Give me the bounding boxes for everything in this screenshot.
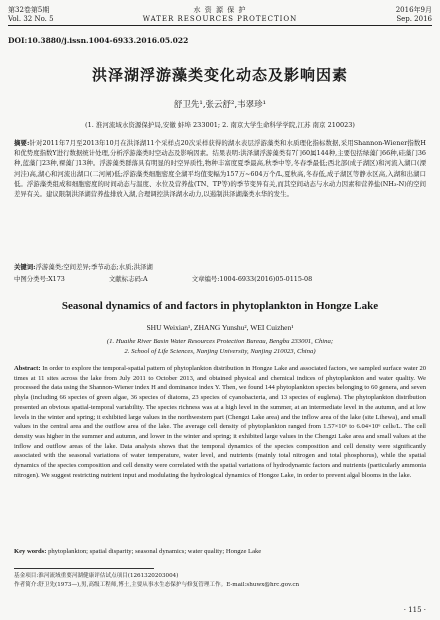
keywords-cn <box>14 262 426 271</box>
abstract-cn-label: 摘要: <box>14 139 30 147</box>
title-cn: 洪泽湖浮游藻类变化动态及影响因素 <box>91 66 348 84</box>
affiliation-cn: (1. 淮河流域水资源保护局,安徽 蚌埠 233001; 2. 南京大学生命科学学院,江苏 南京 210023) <box>85 121 355 129</box>
keywords-cn-label: 关键词: <box>14 263 36 271</box>
affiliation-en-1: (1. Huaihe River Basin Water Resources Protection Bureau, Bengbu 233001, China; <box>106 338 334 345</box>
title-en: Seasonal dynamics of and factors in phytoplankton in Hongze Lake <box>61 300 379 312</box>
article-meta <box>14 274 426 284</box>
authors-en: SHU Weixian¹, ZHANG Yunshu², WEI Cuizhen¹ <box>146 323 294 332</box>
keywords-en-label: Key words: <box>14 548 47 555</box>
header-volume-cn: 第32卷第5期 <box>8 6 50 14</box>
abstract-en-label: Abstract: <box>14 365 41 372</box>
abstract-en-text: In order to explore the temporal-spatial pattern of phytoplankton distribution in Hongze Lake and associated factors, we sampled surface water 20 times at 11 sites across the lake from July 2011 to October 2013, and obtained physical and chemical indices of phytoplankton and water quality. We processed the data using the Shannon-Wiener index H and dominance index Y. Then, we found 144 phytoplankton species belonging to 60 genera, and seven phyla (including 66 species of green algae, 36 species of diatoms, 23 species of cyanobacteria, and 13 species of euglena). The phytoplankton distribution presented an obvious spatial-temporal variability. The species richness was at a high level in the summer, at an intermediate level in the autumn, and at low levels in the winter and spring; it exhibited large values in the northwestern part (Chengzi Lake area) and the inflow area of the lake (site Lihewa), and small values in the central area and the outflow area of the lake. The average cell density of phytoplankton ranged from 1.57×10⁶ to 6.04×10⁶ cells/L. The cell density was higher in the summer and autumn, and lower in the winter and spring; it exhibited large values in the Chengzi Lake area and small values at the inflow and outflow areas of the lake. Data analysis shows that the temporal dynamics of the species composition and cell density were significantly associated with the seasonal variations of water temperature, water level, and nutrients (mainly total nitrogen and total phosphorus), while the spatial dynamics of the species composition and cell density were correlated with the spatial variations of hydrodynamic factors and nutrients (particularly ammonia nitrogen). We suggest restricting nutrient input and modulating the hydrological dynamics of Hongze Lake, in order to prevent algal blooms in the lake. <box>14 365 427 479</box>
affiliation-en-2: 2. School of Life Sciences, Nanjing University, Nanjing 210023, China) <box>124 348 316 355</box>
running-header <box>8 6 432 30</box>
header-journal <box>8 6 432 24</box>
keywords-en-text: phytoplankton; spatial disparity; seasonal dynamics; water quality; Hongze Lake <box>48 548 262 555</box>
page-number: · 115 · <box>403 606 426 614</box>
article-number: 文章编号:1004-6933(2016)05-0115-08 <box>191 275 313 283</box>
header-journal-cn: 水 资 源 保 护 <box>193 6 247 14</box>
keywords-cn-text: 浮游藻类;空间差异;季节动态;水质;洪泽湖 <box>35 263 153 271</box>
abstract-cn-text: 针对2011年7月至2013年10月在洪泽湖11个采样点20次采样获得的湖水表层浮游藻类和水质理化指标数据,采用Shannon-Wiener指数H和优势度指数Y进行数据统计处理,分析浮游藻类时空动态及影响因素。结果表明:洪泽湖浮游藻类有7门60属144种,主要包括绿藻门66种,硅藻门36种,蓝藻门23种,裸藻门13种。浮游藻类群落具有明显的时空异质性,物种丰富度夏季最高,秋季中等,冬春季最低;西北部(成子湖区)和河流入湖口(溧河洼)高,湖心和河流出湖口(二河闸)低;浮游藻类细胞密度全湖平均值变幅为157万~604万个/L,夏秋高,冬春低,成子湖区等静水区高,入湖和出湖口低。浮游藻类组成和细胞密度的时间动态与温度、水位及营养盐(TN、TP等)的季节变异有关,而其空间动态与水动力因素和营养盐(NH₃-N)的空间差异有关。建议限制洪泽湖营养盐排放入湖,合理调控洪泽湖水动力,以遏制洪泽湖藻类水华的发生。 <box>14 139 427 199</box>
clc-number: 中图分类号:X173 <box>14 275 65 283</box>
authors-cn: 舒卫先¹,张云舒²,韦翠珍¹ <box>173 100 267 110</box>
header-volume-en: Vol. 32 No. 5 <box>8 15 54 23</box>
header-date-cn: 2016年9月 <box>395 6 432 14</box>
abstract-en <box>14 364 426 480</box>
doi: DOI:10.3880/j.issn.1004-6933.2016.05.022 <box>8 36 189 45</box>
abstract-cn <box>14 138 426 199</box>
keywords-en <box>14 548 426 555</box>
document-code: 文献标志码:A <box>108 275 148 283</box>
footnotes <box>14 572 426 590</box>
header-rule <box>8 25 432 26</box>
footnote-rule <box>14 568 154 569</box>
header-date <box>396 6 432 24</box>
affiliation-en <box>0 337 440 357</box>
footnote-author: 作者简介:舒卫先(1973—),男,高级工程师,博士,主要从事水生态保护与修复管理工作。E-mail:shuwx@hrc.gov.cn <box>14 582 300 588</box>
header-date-en: Sep. 2016 <box>396 15 432 23</box>
header-journal-en: WATER RESOURCES PROTECTION <box>142 15 298 23</box>
footnote-funding: 基金项目:淮河流域重要河湖健康评估试点项目(1261320203004) <box>14 573 179 579</box>
